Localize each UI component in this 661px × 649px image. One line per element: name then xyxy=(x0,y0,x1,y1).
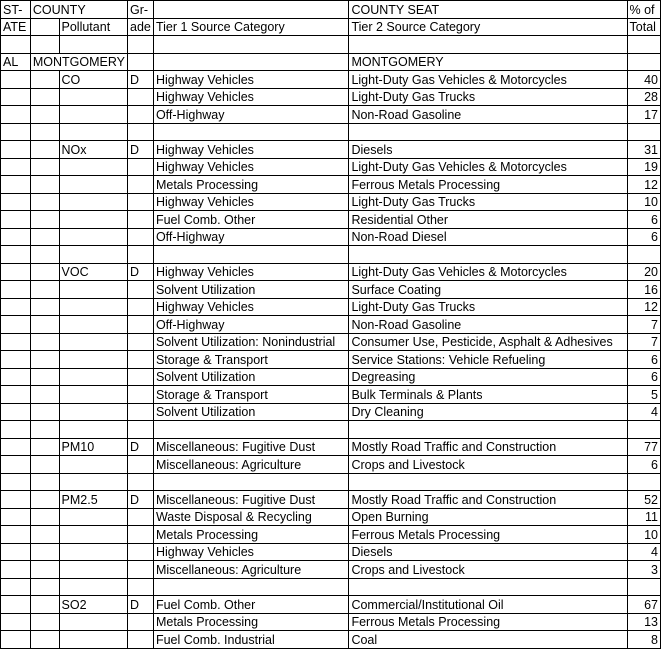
cell-grade xyxy=(128,386,154,404)
cell-state xyxy=(1,438,31,456)
table-row xyxy=(1,106,661,124)
cell-percent xyxy=(627,578,660,596)
cell-tier2: Consumer Use, Pesticide, Asphalt & Adhesives xyxy=(349,333,627,351)
header-state-top: ST- xyxy=(1,1,31,19)
cell-county xyxy=(30,158,59,176)
cell-state xyxy=(1,246,31,264)
header-percent-top: % of xyxy=(627,1,660,19)
cell-percent: 5 xyxy=(627,386,660,404)
header-state-bottom: ATE xyxy=(1,18,31,36)
cell-pollutant xyxy=(59,631,128,649)
cell-state xyxy=(1,543,31,561)
cell-county xyxy=(30,71,59,89)
cell-tier2: Mostly Road Traffic and Construction xyxy=(349,438,627,456)
cell-grade xyxy=(128,158,154,176)
cell-pollutant xyxy=(59,298,128,316)
cell-percent: 12 xyxy=(627,176,660,194)
cell-pollutant: SO2 xyxy=(59,596,128,614)
cell-county xyxy=(30,543,59,561)
cell-pollutant xyxy=(59,578,128,596)
cell-state xyxy=(1,88,31,106)
cell-tier2: Light-Duty Gas Vehicles & Motorcycles xyxy=(349,263,627,281)
cell-percent: 3 xyxy=(627,561,660,579)
table-row xyxy=(1,421,661,439)
cell-county xyxy=(30,193,59,211)
cell-percent: 4 xyxy=(627,403,660,421)
cell-state xyxy=(1,631,31,649)
cell-tier2: Light-Duty Gas Trucks xyxy=(349,193,627,211)
cell-tier1 xyxy=(153,53,349,71)
cell-tier2: MONTGOMERY xyxy=(349,53,627,71)
cell-tier2 xyxy=(349,123,627,141)
cell-percent: 6 xyxy=(627,456,660,474)
cell-percent: 77 xyxy=(627,438,660,456)
cell-tier2: Dry Cleaning xyxy=(349,403,627,421)
table-row xyxy=(1,88,661,106)
table-row xyxy=(1,123,661,141)
cell-grade: D xyxy=(128,71,154,89)
cell-state xyxy=(1,473,31,491)
cell-pollutant xyxy=(59,421,128,439)
cell-pollutant xyxy=(59,386,128,404)
cell-tier1: Highway Vehicles xyxy=(153,88,349,106)
cell-tier1: Waste Disposal & Recycling xyxy=(153,508,349,526)
cell-pollutant xyxy=(59,246,128,264)
cell-state xyxy=(1,613,31,631)
cell-percent: 6 xyxy=(627,368,660,386)
cell-state xyxy=(1,596,31,614)
cell-pollutant xyxy=(59,158,128,176)
header-blank xyxy=(153,1,349,19)
cell-tier1: Off-Highway xyxy=(153,106,349,124)
cell-grade xyxy=(128,176,154,194)
cell-pollutant xyxy=(59,281,128,299)
cell-pollutant xyxy=(59,351,128,369)
cell-state xyxy=(1,351,31,369)
cell-county xyxy=(30,298,59,316)
cell-state xyxy=(1,298,31,316)
cell-pollutant xyxy=(59,176,128,194)
cell-county xyxy=(30,333,59,351)
cell-tier1 xyxy=(153,578,349,596)
cell-pollutant xyxy=(59,403,128,421)
cell-tier2: Light-Duty Gas Vehicles & Motorcycles xyxy=(349,158,627,176)
cell-county xyxy=(30,526,59,544)
table-row xyxy=(1,263,661,281)
cell-percent: 10 xyxy=(627,526,660,544)
cell-tier1: Miscellaneous: Agriculture xyxy=(153,561,349,579)
table-row xyxy=(1,613,661,631)
cell-percent xyxy=(627,36,660,54)
cell-grade xyxy=(128,368,154,386)
cell-state xyxy=(1,141,31,159)
cell-county xyxy=(30,281,59,299)
cell-percent: 6 xyxy=(627,351,660,369)
cell-pollutant xyxy=(59,193,128,211)
table-row xyxy=(1,36,661,54)
header-tier1: Tier 1 Source Category xyxy=(153,18,349,36)
cell-tier1: Highway Vehicles xyxy=(153,141,349,159)
cell-pollutant xyxy=(59,228,128,246)
cell-state xyxy=(1,561,31,579)
cell-county xyxy=(30,473,59,491)
cell-county xyxy=(30,351,59,369)
cell-county xyxy=(30,456,59,474)
cell-tier2: Crops and Livestock xyxy=(349,561,627,579)
cell-grade xyxy=(128,123,154,141)
cell-state: AL xyxy=(1,53,31,71)
cell-percent: 8 xyxy=(627,631,660,649)
cell-tier1: Metals Processing xyxy=(153,526,349,544)
cell-tier2 xyxy=(349,473,627,491)
cell-tier2 xyxy=(349,578,627,596)
cell-state xyxy=(1,386,31,404)
cell-tier1: Off-Highway xyxy=(153,316,349,334)
cell-tier1: Solvent Utilization: Nonindustrial xyxy=(153,333,349,351)
cell-state xyxy=(1,526,31,544)
cell-county xyxy=(30,508,59,526)
cell-tier1: Solvent Utilization xyxy=(153,403,349,421)
cell-pollutant xyxy=(59,561,128,579)
cell-pollutant: PM2.5 xyxy=(59,491,128,509)
cell-grade: D xyxy=(128,596,154,614)
cell-tier2: Ferrous Metals Processing xyxy=(349,613,627,631)
cell-state xyxy=(1,421,31,439)
table-row xyxy=(1,561,661,579)
table-row xyxy=(1,508,661,526)
cell-state xyxy=(1,176,31,194)
table-row xyxy=(1,211,661,229)
cell-tier1 xyxy=(153,36,349,54)
cell-county xyxy=(30,578,59,596)
header-tier2: Tier 2 Source Category xyxy=(349,18,627,36)
cell-tier1: Highway Vehicles xyxy=(153,193,349,211)
cell-grade: D xyxy=(128,141,154,159)
cell-tier2: Light-Duty Gas Trucks xyxy=(349,298,627,316)
cell-tier2: Service Stations: Vehicle Refueling xyxy=(349,351,627,369)
cell-pollutant xyxy=(59,36,128,54)
cell-grade xyxy=(128,421,154,439)
cell-tier2: Diesels xyxy=(349,543,627,561)
cell-county xyxy=(30,36,59,54)
cell-grade xyxy=(128,246,154,264)
cell-state xyxy=(1,123,31,141)
header-pollutant: Pollutant xyxy=(59,18,128,36)
header-county: COUNTY xyxy=(30,1,127,19)
table-row xyxy=(1,298,661,316)
cell-county xyxy=(30,123,59,141)
cell-tier2 xyxy=(349,36,627,54)
cell-tier2: Open Burning xyxy=(349,508,627,526)
cell-percent: 13 xyxy=(627,613,660,631)
cell-state xyxy=(1,333,31,351)
cell-state xyxy=(1,456,31,474)
cell-pollutant xyxy=(59,316,128,334)
cell-tier1: Highway Vehicles xyxy=(153,298,349,316)
cell-percent: 6 xyxy=(627,211,660,229)
cell-county xyxy=(30,368,59,386)
cell-tier2: Residential Other xyxy=(349,211,627,229)
cell-grade xyxy=(128,473,154,491)
cell-tier2: Non-Road Gasoline xyxy=(349,316,627,334)
cell-tier1: Miscellaneous: Fugitive Dust xyxy=(153,491,349,509)
cell-percent: 20 xyxy=(627,263,660,281)
cell-percent xyxy=(627,421,660,439)
table-row xyxy=(1,578,661,596)
cell-tier1: Highway Vehicles xyxy=(153,543,349,561)
cell-tier1: Fuel Comb. Other xyxy=(153,211,349,229)
cell-tier2: Coal xyxy=(349,631,627,649)
cell-pollutant xyxy=(59,333,128,351)
cell-tier2: Mostly Road Traffic and Construction xyxy=(349,491,627,509)
cell-state xyxy=(1,211,31,229)
cell-tier1: Highway Vehicles xyxy=(153,263,349,281)
cell-tier1 xyxy=(153,246,349,264)
cell-percent: 6 xyxy=(627,228,660,246)
cell-tier2: Degreasing xyxy=(349,368,627,386)
cell-state xyxy=(1,106,31,124)
cell-tier1 xyxy=(153,123,349,141)
cell-percent: 17 xyxy=(627,106,660,124)
cell-grade xyxy=(128,281,154,299)
cell-percent: 67 xyxy=(627,596,660,614)
cell-state xyxy=(1,263,31,281)
cell-percent: 7 xyxy=(627,316,660,334)
cell-pollutant: CO xyxy=(59,71,128,89)
cell-grade: D xyxy=(128,438,154,456)
cell-tier1 xyxy=(153,421,349,439)
cell-percent xyxy=(627,123,660,141)
cell-county xyxy=(30,228,59,246)
cell-grade xyxy=(128,456,154,474)
table-row xyxy=(1,526,661,544)
table-row xyxy=(1,543,661,561)
cell-grade xyxy=(128,403,154,421)
cell-tier1: Metals Processing xyxy=(153,613,349,631)
table-row xyxy=(1,246,661,264)
cell-tier2: Crops and Livestock xyxy=(349,456,627,474)
cell-county xyxy=(30,246,59,264)
cell-percent: 12 xyxy=(627,298,660,316)
cell-grade: D xyxy=(128,263,154,281)
cell-percent: 10 xyxy=(627,193,660,211)
cell-state xyxy=(1,228,31,246)
cell-grade xyxy=(128,53,154,71)
cell-county xyxy=(30,403,59,421)
cell-tier1: Solvent Utilization xyxy=(153,281,349,299)
cell-state xyxy=(1,71,31,89)
header-row-2 xyxy=(1,18,661,36)
table-row xyxy=(1,631,661,649)
cell-tier1: Solvent Utilization xyxy=(153,368,349,386)
table-row xyxy=(1,53,661,71)
cell-county xyxy=(30,106,59,124)
header-grade-bottom: ade xyxy=(128,18,154,36)
cell-percent: 16 xyxy=(627,281,660,299)
cell-tier2: Ferrous Metals Processing xyxy=(349,526,627,544)
cell-tier1: Off-Highway xyxy=(153,228,349,246)
cell-state xyxy=(1,491,31,509)
header-grade-top: Gr- xyxy=(128,1,154,19)
cell-county xyxy=(30,561,59,579)
cell-grade xyxy=(128,561,154,579)
cell-county xyxy=(30,631,59,649)
cell-pollutant xyxy=(59,123,128,141)
cell-grade xyxy=(128,193,154,211)
cell-tier2: Commercial/Institutional Oil xyxy=(349,596,627,614)
cell-tier1: Fuel Comb. Industrial xyxy=(153,631,349,649)
cell-percent: 31 xyxy=(627,141,660,159)
cell-pollutant xyxy=(59,456,128,474)
cell-percent: 28 xyxy=(627,88,660,106)
cell-pollutant: VOC xyxy=(59,263,128,281)
cell-tier2: Bulk Terminals & Plants xyxy=(349,386,627,404)
table-row xyxy=(1,456,661,474)
cell-tier2: Light-Duty Gas Vehicles & Motorcycles xyxy=(349,71,627,89)
cell-county xyxy=(30,421,59,439)
table-row xyxy=(1,333,661,351)
table-row xyxy=(1,176,661,194)
cell-grade xyxy=(128,508,154,526)
cell-grade xyxy=(128,298,154,316)
cell-percent xyxy=(627,473,660,491)
cell-state xyxy=(1,158,31,176)
cell-tier2: Non-Road Diesel xyxy=(349,228,627,246)
header-county-seat: COUNTY SEAT xyxy=(349,1,627,19)
cell-pollutant xyxy=(59,526,128,544)
table-row xyxy=(1,141,661,159)
header-row-1 xyxy=(1,1,661,19)
table-row xyxy=(1,386,661,404)
cell-county xyxy=(30,141,59,159)
cell-pollutant xyxy=(59,473,128,491)
cell-percent: 40 xyxy=(627,71,660,89)
cell-state xyxy=(1,316,31,334)
cell-pollutant: NOx xyxy=(59,141,128,159)
cell-county xyxy=(30,596,59,614)
cell-grade xyxy=(128,351,154,369)
cell-state xyxy=(1,281,31,299)
cell-percent xyxy=(627,53,660,71)
table-row xyxy=(1,438,661,456)
cell-county xyxy=(30,263,59,281)
table-row xyxy=(1,316,661,334)
cell-grade xyxy=(128,543,154,561)
header-total: Total xyxy=(627,18,660,36)
cell-county: MONTGOMERY xyxy=(30,53,127,71)
cell-state xyxy=(1,578,31,596)
cell-percent xyxy=(627,246,660,264)
cell-state xyxy=(1,368,31,386)
cell-tier2: Light-Duty Gas Trucks xyxy=(349,88,627,106)
table-row xyxy=(1,71,661,89)
cell-tier2: Diesels xyxy=(349,141,627,159)
cell-tier1: Miscellaneous: Agriculture xyxy=(153,456,349,474)
cell-tier1: Highway Vehicles xyxy=(153,71,349,89)
cell-tier1: Fuel Comb. Other xyxy=(153,596,349,614)
cell-percent: 11 xyxy=(627,508,660,526)
cell-tier1: Metals Processing xyxy=(153,176,349,194)
cell-tier1 xyxy=(153,473,349,491)
cell-tier1: Storage & Transport xyxy=(153,351,349,369)
cell-pollutant xyxy=(59,508,128,526)
cell-percent: 52 xyxy=(627,491,660,509)
cell-pollutant xyxy=(59,106,128,124)
cell-grade xyxy=(128,211,154,229)
cell-county xyxy=(30,211,59,229)
cell-pollutant xyxy=(59,613,128,631)
table-row xyxy=(1,403,661,421)
cell-state xyxy=(1,193,31,211)
cell-tier1: Miscellaneous: Fugitive Dust xyxy=(153,438,349,456)
table-row xyxy=(1,193,661,211)
cell-grade: D xyxy=(128,491,154,509)
cell-tier2: Surface Coating xyxy=(349,281,627,299)
cell-tier1: Highway Vehicles xyxy=(153,158,349,176)
cell-grade xyxy=(128,578,154,596)
cell-tier2 xyxy=(349,421,627,439)
table-row xyxy=(1,473,661,491)
cell-county xyxy=(30,88,59,106)
cell-pollutant xyxy=(59,543,128,561)
cell-percent: 7 xyxy=(627,333,660,351)
cell-county xyxy=(30,176,59,194)
cell-county xyxy=(30,613,59,631)
cell-pollutant xyxy=(59,368,128,386)
table-row xyxy=(1,351,661,369)
cell-county xyxy=(30,386,59,404)
cell-grade xyxy=(128,526,154,544)
cell-county xyxy=(30,316,59,334)
cell-state xyxy=(1,36,31,54)
cell-grade xyxy=(128,106,154,124)
cell-state xyxy=(1,508,31,526)
cell-grade xyxy=(128,36,154,54)
cell-grade xyxy=(128,228,154,246)
cell-tier1: Storage & Transport xyxy=(153,386,349,404)
cell-county xyxy=(30,491,59,509)
cell-tier2: Non-Road Gasoline xyxy=(349,106,627,124)
cell-percent: 4 xyxy=(627,543,660,561)
cell-grade xyxy=(128,333,154,351)
table-row xyxy=(1,281,661,299)
cell-grade xyxy=(128,631,154,649)
table-row xyxy=(1,158,661,176)
table-row xyxy=(1,368,661,386)
table-row xyxy=(1,228,661,246)
table-row xyxy=(1,491,661,509)
cell-county xyxy=(30,438,59,456)
cell-percent: 19 xyxy=(627,158,660,176)
table-row xyxy=(1,596,661,614)
cell-state xyxy=(1,403,31,421)
header-county-sub xyxy=(30,18,59,36)
cell-grade xyxy=(128,88,154,106)
cell-tier2 xyxy=(349,246,627,264)
cell-pollutant: PM10 xyxy=(59,438,128,456)
cell-grade xyxy=(128,316,154,334)
cell-pollutant xyxy=(59,88,128,106)
cell-grade xyxy=(128,613,154,631)
cell-pollutant xyxy=(59,211,128,229)
cell-tier2: Ferrous Metals Processing xyxy=(349,176,627,194)
